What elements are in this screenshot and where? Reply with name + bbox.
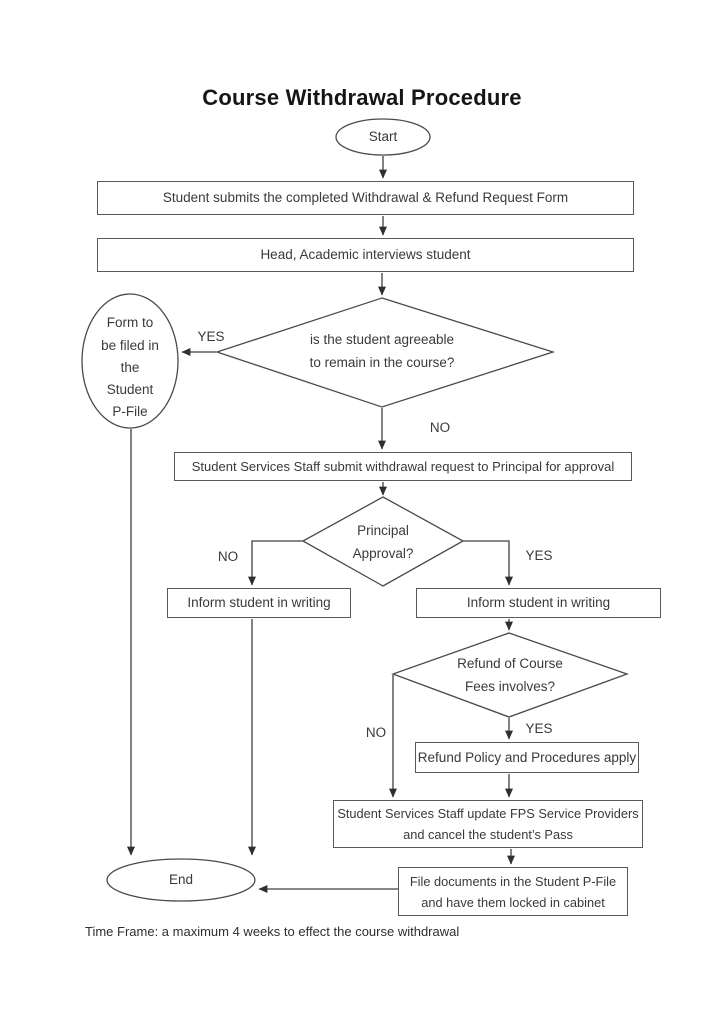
refund-decision-label	[420, 652, 600, 698]
form-file-line2: be filed in	[101, 337, 159, 353]
update-fps-step	[333, 800, 643, 848]
end-node-label: End	[168, 872, 194, 887]
refund-line1: Refund of Course	[457, 656, 563, 671]
refund-policy-step: Refund Policy and Procedures apply	[415, 742, 639, 773]
inform-student-left-step: Inform student in writing	[167, 588, 351, 618]
agreeable-yes-label: YES	[197, 329, 225, 344]
refund-no-label: NO	[365, 725, 387, 740]
submit-form-step: Student submits the completed Withdrawal & Refund Request Form	[97, 181, 634, 215]
form-file-line1: Form to	[106, 315, 154, 331]
approval-yes-label: YES	[525, 548, 553, 563]
principal-approval-label	[323, 519, 443, 565]
agreeable-no-label: NO	[429, 420, 451, 435]
form-file-line3: the	[120, 359, 140, 375]
refund-yes-label: YES	[525, 721, 553, 736]
form-file-line4: Student	[106, 382, 154, 398]
connector-approval-yes-to-inform-right	[463, 541, 509, 585]
agreeable-line1: is the student agreeable	[309, 332, 455, 347]
principal-line1: Principal	[357, 523, 409, 538]
file-docs-line2: and have them locked in cabinet	[421, 894, 605, 910]
file-docs-step	[398, 867, 628, 916]
agreeable-line2: to remain in the course?	[309, 355, 455, 370]
principal-line2: Approval?	[352, 546, 414, 561]
form-file-label	[86, 312, 174, 424]
agreeable-decision-label	[262, 327, 502, 375]
update-fps-line2: and cancel the student’s Pass	[403, 827, 573, 842]
refund-line2: Fees involves?	[464, 679, 556, 694]
page-title: Course Withdrawal Procedure	[202, 85, 522, 110]
approval-no-label: NO	[217, 549, 239, 564]
time-frame-note: Time Frame: a maximum 4 weeks to effect the course withdrawal	[85, 924, 460, 939]
interview-step: Head, Academic interviews student	[97, 238, 634, 272]
inform-student-right-step: Inform student in writing	[416, 588, 661, 618]
form-file-line5: P-File	[112, 404, 148, 420]
submit-principal-step: Student Services Staff submit withdrawal request to Principal for approval	[174, 452, 632, 481]
file-docs-line1: File documents in the Student P-File	[409, 873, 617, 889]
connector-approval-no-to-inform-left	[252, 541, 303, 585]
update-fps-line1: Student Services Staff update FPS Service Providers	[337, 806, 639, 821]
start-node-label: Start	[368, 129, 398, 144]
